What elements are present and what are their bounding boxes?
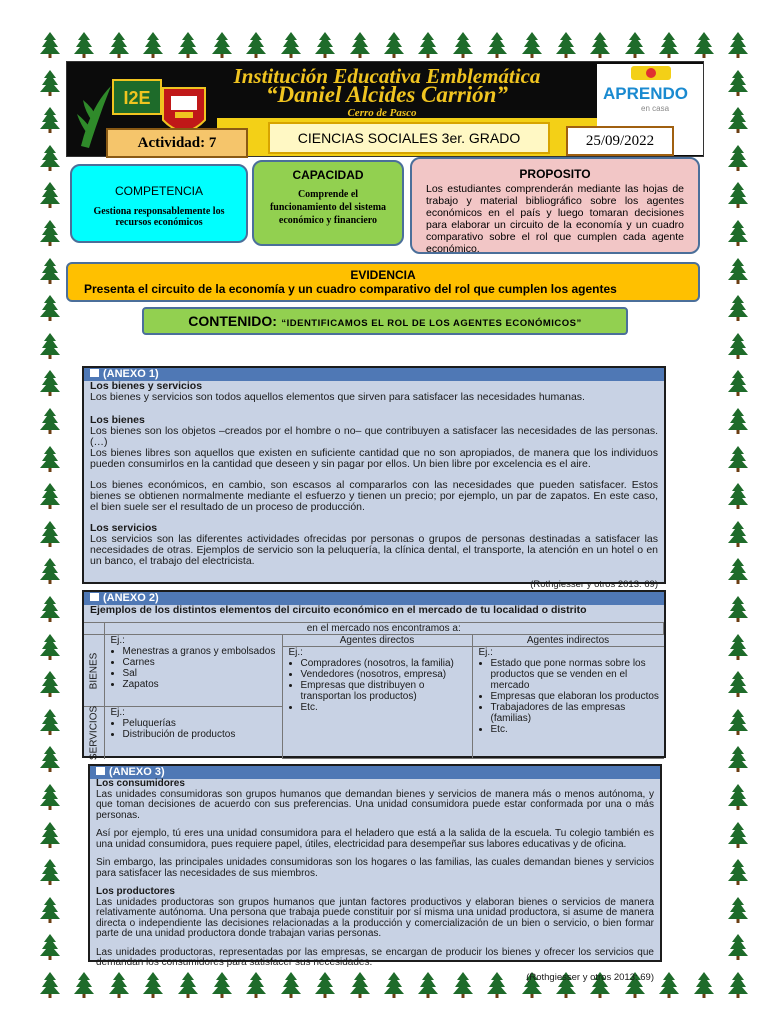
pine-tree-icon [728, 32, 748, 58]
pine-tree-icon [40, 822, 60, 848]
pine-tree-icon [728, 408, 748, 434]
annex-3-paragraph: Así por ejemplo, tú eres una unidad consumidora para el heladero que está a la salida de la escuela. Tu colegio también es una unidad consumidora, pues requiere papel, útiles, electricidad para desempeñar sus labores educativas y de oficina. [96, 828, 654, 850]
pine-tree-icon [40, 333, 60, 359]
list-item: • Sal [123, 668, 282, 679]
contenido-box [142, 307, 628, 335]
pine-tree-icon [40, 483, 60, 509]
pine-tree-icon [728, 220, 748, 246]
pine-tree-icon [728, 145, 748, 171]
pine-tree-icon [178, 32, 198, 58]
pine-tree-icon [728, 784, 748, 810]
pine-tree-icon [728, 859, 748, 885]
proposito-box [410, 157, 700, 254]
activity-number: Actividad: 7 [106, 128, 248, 158]
list-item: • Empresas que elaboran los productos [491, 691, 664, 702]
pine-tree-icon [40, 258, 60, 284]
pine-tree-icon [40, 370, 60, 396]
annex-3-subtitle: Los consumidores [96, 778, 185, 789]
pine-tree-icon [556, 32, 576, 58]
pine-tree-icon [728, 483, 748, 509]
list-item: • Menestras a granos y embolsados [123, 646, 282, 657]
list-item: • Empresas que distribuyen o transportan los productos) [301, 680, 472, 702]
pine-tree-icon [728, 333, 748, 359]
pine-tree-icon [74, 32, 94, 58]
servicios-cell: Ej.: • Peluquerías • Distribución de productos [104, 707, 282, 759]
pine-tree-icon [694, 972, 714, 998]
list-item: • Distribución de productos [123, 729, 282, 740]
list-item: • Zapatos [123, 679, 282, 690]
annex-1 [82, 366, 666, 590]
circuit-table [84, 622, 664, 759]
pine-tree-icon [315, 32, 335, 58]
annex-1-subtitle: Los bienes y servicios [90, 380, 203, 392]
pine-tree-icon [728, 596, 748, 622]
pine-tree-icon [40, 671, 60, 697]
bienes-list [123, 646, 282, 690]
pine-tree-icon [40, 295, 60, 321]
pine-tree-icon [40, 934, 60, 960]
capacidad-box [252, 160, 404, 246]
evidencia-box [66, 262, 700, 302]
pine-tree-icon [728, 258, 748, 284]
pine-tree-icon [40, 220, 60, 246]
pine-tree-icon [350, 32, 370, 58]
pine-tree-icon [109, 32, 129, 58]
capacidad-title: CAPACIDAD [292, 168, 364, 182]
annex-3-paragraph: Las unidades consumidoras son grupos humanos que demandan bienes y servicios de manera más o menos autónoma, y que toman decisiones de acuerdo con sus preferencias. Una unidad consumidora puede estar conformada por una o más personas. [96, 788, 654, 821]
annex-1-subtitle: Los servicios [90, 522, 158, 534]
annex-2 [82, 590, 666, 758]
pine-tree-icon [246, 32, 266, 58]
square-icon [90, 369, 99, 377]
annex-1-subtitle: Los bienes [90, 414, 145, 426]
annex-3-header: (ANEXO 3) [90, 766, 660, 779]
pine-tree-icon [728, 822, 748, 848]
pine-tree-icon [590, 32, 610, 58]
pine-tree-icon [40, 32, 60, 58]
pine-tree-icon [40, 897, 60, 923]
capacidad-text: Comprende el funcionamiento del sistema económico y financiero [269, 189, 387, 226]
row-label-bienes: BIENES [84, 635, 104, 707]
pine-tree-icon [728, 521, 748, 547]
annex-3-paragraph: Las unidades productoras son grupos humanos que juntan factores productivos y elaboran bienes o servicios de manera relativamente autónoma. Una persona que trabaja puede constituir por sí misma una unidad productora, si asume de manera directa o independiente las decisiones relacionadas a la producción y comercialización de un bien o servicio, o bien formar parte de una unidad productora donde trabajan varias personas. [96, 896, 654, 939]
square-icon [90, 593, 99, 601]
direct-agents-list [301, 658, 472, 713]
school-name: “Daniel Alcides Carrión” [266, 82, 508, 107]
list-item: • Vendedores (nosotros, empresa) [301, 669, 472, 680]
institution-name: Institución Educativa Emblemática [233, 64, 541, 88]
annex-2-header: (ANEXO 2) [84, 592, 664, 605]
pine-tree-icon [728, 934, 748, 960]
pine-tree-icon [40, 182, 60, 208]
pine-tree-icon [728, 972, 748, 998]
pine-tree-icon [694, 32, 714, 58]
list-item: • Etc. [301, 702, 472, 713]
pine-tree-icon [40, 859, 60, 885]
pine-tree-icon [728, 182, 748, 208]
pine-tree-icon [728, 634, 748, 660]
list-item: • Trabajadores de las empresas (familias) [491, 702, 664, 724]
annex-3-paragraph: Las unidades productoras, representadas por las empresas, se encargan de producir los bienes y ofrecer los servicios que demandan los consumidores para satisfacer sus necesidades. [96, 946, 654, 968]
subject-grade: CIENCIAS SOCIALES 3er. GRADO [268, 122, 550, 154]
table-caption: en el mercado nos encontramos a: [104, 623, 664, 635]
pine-tree-icon [40, 408, 60, 434]
pine-tree-icon [522, 32, 542, 58]
contenido-label: CONTENIDO: [188, 313, 277, 329]
annex-1-paragraph: Los bienes y servicios son todos aquellos elementos que sirven para satisfacer las necesidades humanas. [90, 391, 585, 403]
pine-tree-icon [281, 32, 301, 58]
pine-tree-icon [40, 70, 60, 96]
competencia-box [70, 164, 248, 243]
competencia-text: Gestiona responsablemente los recursos económicos [93, 206, 225, 228]
square-icon [96, 767, 105, 775]
pine-tree-icon [384, 32, 404, 58]
pine-tree-icon [40, 558, 60, 584]
logo-left-text: I2E [123, 88, 151, 108]
pine-tree-icon [728, 897, 748, 923]
evidencia-text: Presenta el circuito de la economía y un cuadro comparativo del rol que cumplen los agentes [84, 282, 617, 296]
pine-tree-icon [659, 972, 679, 998]
pine-tree-icon [40, 709, 60, 735]
annex-3-subtitle: Los productores [96, 886, 175, 897]
annex-3-source: (Rothgiesser y otros 2013: 69) [526, 971, 654, 983]
list-item: • Estado que pone normas sobre los productos que se venden en el mercado [491, 658, 664, 691]
aprendo-logo-subtext: en casa [641, 104, 670, 113]
row-label-servicios: SERVICIOS [84, 707, 104, 759]
pine-tree-icon [659, 32, 679, 58]
pine-tree-icon [728, 746, 748, 772]
contenido-value: “IDENTIFICAMOS EL ROL DE LOS AGENTES ECONÓMICOS” [281, 318, 582, 329]
list-item: • Etc. [491, 724, 664, 735]
pine-tree-icon [143, 32, 163, 58]
competencia-title: COMPETENCIA [114, 184, 203, 198]
annex-3-paragraph: Sin embargo, las principales unidades consumidoras son los hogares o las familias, las cuales demandan bienes y servicios para satisfacer las necesidades de sus miembros. [96, 857, 654, 879]
pine-tree-icon [40, 446, 60, 472]
pine-tree-icon [212, 32, 232, 58]
pine-tree-icon [625, 32, 645, 58]
proposito-text: Los estudiantes comprenderán mediante las hojas de trabajo y material bibliográfico sobre los agentes económicos en el país y luego tomaran decisiones para elaborar un circuito de la economía y un cuadro comparativo sobre el rol que cumplen cada agente económico. [426, 183, 684, 255]
bienes-cell: Ej.: • Menestras a granos y embolsados • Carnes • Sal • Zapatos [104, 635, 282, 707]
pine-tree-icon [728, 671, 748, 697]
annex-2-title: Ejemplos de los distintos elementos del circuito económico en el mercado de tu localidad o distrito [90, 604, 587, 616]
pine-tree-icon [40, 634, 60, 660]
pine-tree-icon [40, 145, 60, 171]
pine-tree-icon [728, 107, 748, 133]
pine-tree-icon [40, 596, 60, 622]
col-direct-header: Agentes directos [283, 635, 472, 647]
indirect-agents-cell: Agentes indirectos Ej.: • Estado que pone normas sobre los productos que se venden en el mercado • Empresas que elaboran los productos • Trabajadores de las empresas (familias) • Etc. [472, 635, 664, 759]
list-item: • Compradores (nosotros, la familia) [301, 658, 472, 669]
annex-1-paragraph: Los bienes libres son aquellos que existen en suficiente cantidad que no son apropiados, de manera que los individuos pueden consumirlos en la cantidad que deseen y sin pagar por ellos. Un bien libre por excelencia es el aire. [90, 447, 658, 470]
annex-1-source: (Rothgiesser y otros 2013: 69) [530, 579, 658, 590]
pine-tree-icon [728, 446, 748, 472]
annex-3 [88, 764, 662, 983]
pine-tree-icon [728, 709, 748, 735]
pine-tree-icon [728, 70, 748, 96]
annex-1-paragraph: Los bienes económicos, en cambio, son escasos al compararlos con las necesidades que pueden satisfacer. Estos bienes se obtienen normalmente mediante el esfuerzo y tienen un precio; por ejemplo, un par de zapatos. En este caso, el bien suele ser el resultado de un proceso de producción. [90, 479, 658, 513]
direct-agents-cell: Agentes directos Ej.: • Compradores (nosotros, la familia) • Vendedores (nosotros, empresa) • Empresas que distribuyen o transportan los productos) • Etc. [282, 635, 472, 759]
pine-tree-icon [40, 972, 60, 998]
pine-tree-icon [487, 32, 507, 58]
pine-tree-icon [40, 521, 60, 547]
pine-tree-icon [418, 32, 438, 58]
pine-tree-icon [40, 784, 60, 810]
evidencia-title: EVIDENCIA [350, 268, 416, 282]
annex-1-paragraph: Los bienes son los objetos –creados por el hombre o no– que contribuyen a satisfacer las necesidades de las personas. (…) [90, 425, 658, 448]
date: 25/09/2022 [566, 126, 674, 156]
annex-1-header: (ANEXO 1) [84, 368, 664, 381]
col-indirect-header: Agentes indirectos [473, 635, 664, 647]
list-item: • Carnes [123, 657, 282, 668]
pine-tree-icon [453, 32, 473, 58]
aprendo-logo-text: APRENDO [603, 84, 689, 103]
pine-tree-icon [728, 295, 748, 321]
annex-1-paragraph: Los servicios son las diferentes actividades ofrecidas por personas o grupos de personas destinadas a satisfacer las necesidades de otras. Ejemplos de servicio son la peluquería, la clínica dental, el transporte, la atención en un hotel o en un banco, el trabajo del electricista. [90, 533, 658, 567]
pine-tree-icon [40, 107, 60, 133]
pine-tree-icon [40, 746, 60, 772]
pine-tree-icon [728, 370, 748, 396]
pine-tree-icon [728, 558, 748, 584]
list-item: • Peluquerías [123, 718, 282, 729]
proposito-title: PROPOSITO [519, 167, 591, 181]
servicios-list [123, 718, 282, 740]
city-name: Cerro de Pasco [347, 107, 417, 119]
indirect-agents-list [491, 658, 664, 735]
